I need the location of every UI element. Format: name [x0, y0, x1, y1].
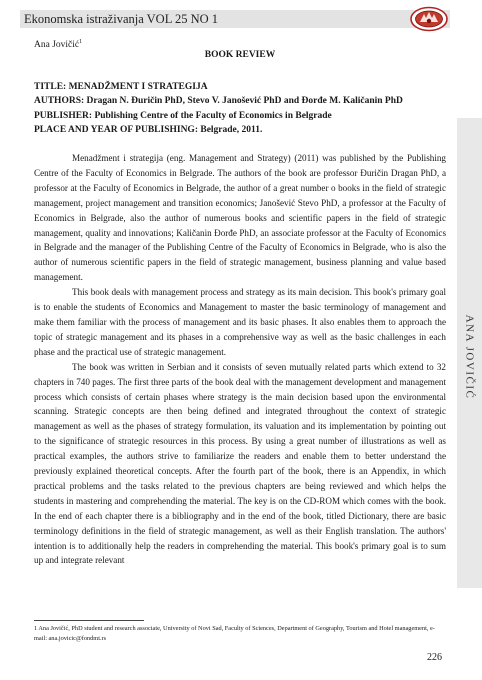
meta-publisher: PUBLISHER: Publishing Centre of the Faculty of Economics in Belgrade [34, 110, 332, 121]
author-name: Ana Jovičić [34, 40, 80, 51]
sidebar-author-label: ANA JOVIČIĆ [463, 314, 476, 400]
review-metadata [34, 80, 446, 138]
body-text [34, 151, 446, 568]
paragraph: The book was written in Serbian and it consists of seven mutually related parts which extend to 32 chapters in 740 pages. The first three parts of the book deal with the management development and management process which consists of certain phases where strategy is the main decision based upon the environmental scanning. Strategic concepts are then being defined and integrated throughout the context of strategic management as well as the phases of strategy formulation, its valuation and its implementation by pointing out to the significance of strategic resources in this process. By using a great number of illustrations as well as practical examples, the authors strive to familiarize the readers and enable them to better understand the previously explained theoretical concepts. After the fourth part of the book, there is an Appendix, in which practical problems and the tasks related to the previous chapters are being reviewed and which helps the students in mastering and comprehending the material. The key is on the CD-ROM which comes with the book. In the end of each chapter there is a bibliography and in the end of the book, titled Dictionary, there are basic terminology definitions in the field of strategic management, as well as their English translation. The authors' intention is to additionally help the readers in comprehending the material. This book's primary goal is to sum up and integrate relevant [34, 361, 446, 566]
page-number: 226 [427, 652, 442, 663]
author-footnote-mark: 1 [79, 39, 83, 45]
footnote: 1 Ana Jovičić, PhD student and research associate, University of Novi Sad, Faculty of Sciences, Department of Geography, Tourism and Hotel management, e-mail: ana.jovicic@fondmt.rs [34, 625, 435, 642]
paragraph: This book deals with management process and strategy as its main decision. This book's primary goal is to enable the students of Economics and Management to master the basic terminology of management and make them familiar with the process of management and its basic phases. It also enables them to approach the topic of strategic management and its phases in a comprehensive way as well as the basic challenges in each phase and the practical use of strategic management. [34, 287, 446, 357]
footnote-divider [34, 620, 144, 621]
journal-logo-icon [409, 6, 449, 32]
meta-authors: AUTHORS: Dragan N. Đuričin PhD, Stevo V. Janošević PhD and Đorđe M. Kaličanin PhD [34, 96, 403, 107]
paragraph: Menadžment i strategija (eng. Management and Strategy) (2011) was published by the Publishing Centre of the Faculty of Economics in Belgrade. The authors of the book are professor Đuričin Dragan PhD, a professor at the Faculty of Economics in Belgrade, the author of a great number o books in the field of strategic management, project management and transition economics; Janošević Stevo PhD, a professor at the Faculty of Economics in Belgrade, also the author of numerous books and scientific papers in the field of strategic management, quality and innovations; Kaličanin Đorđe PhD, an associate professor at the Faculty of Economics in Belgrade and the manager of the Publishing Centre of the Faculty of Economics in Belgrade, who is also the author of numerous scientific papers in the field of strategic management, business planning and value based management. [34, 153, 446, 283]
journal-title: Ekonomska istraživanja VOL 25 NO 1 [24, 12, 219, 26]
meta-place-year: PLACE AND YEAR OF PUBLISHING: Belgrade, 2011. [34, 125, 263, 136]
section-title: BOOK REVIEW [204, 50, 276, 60]
meta-title: TITLE: MENADŽMENT I STRATEGIJA [34, 82, 208, 92]
